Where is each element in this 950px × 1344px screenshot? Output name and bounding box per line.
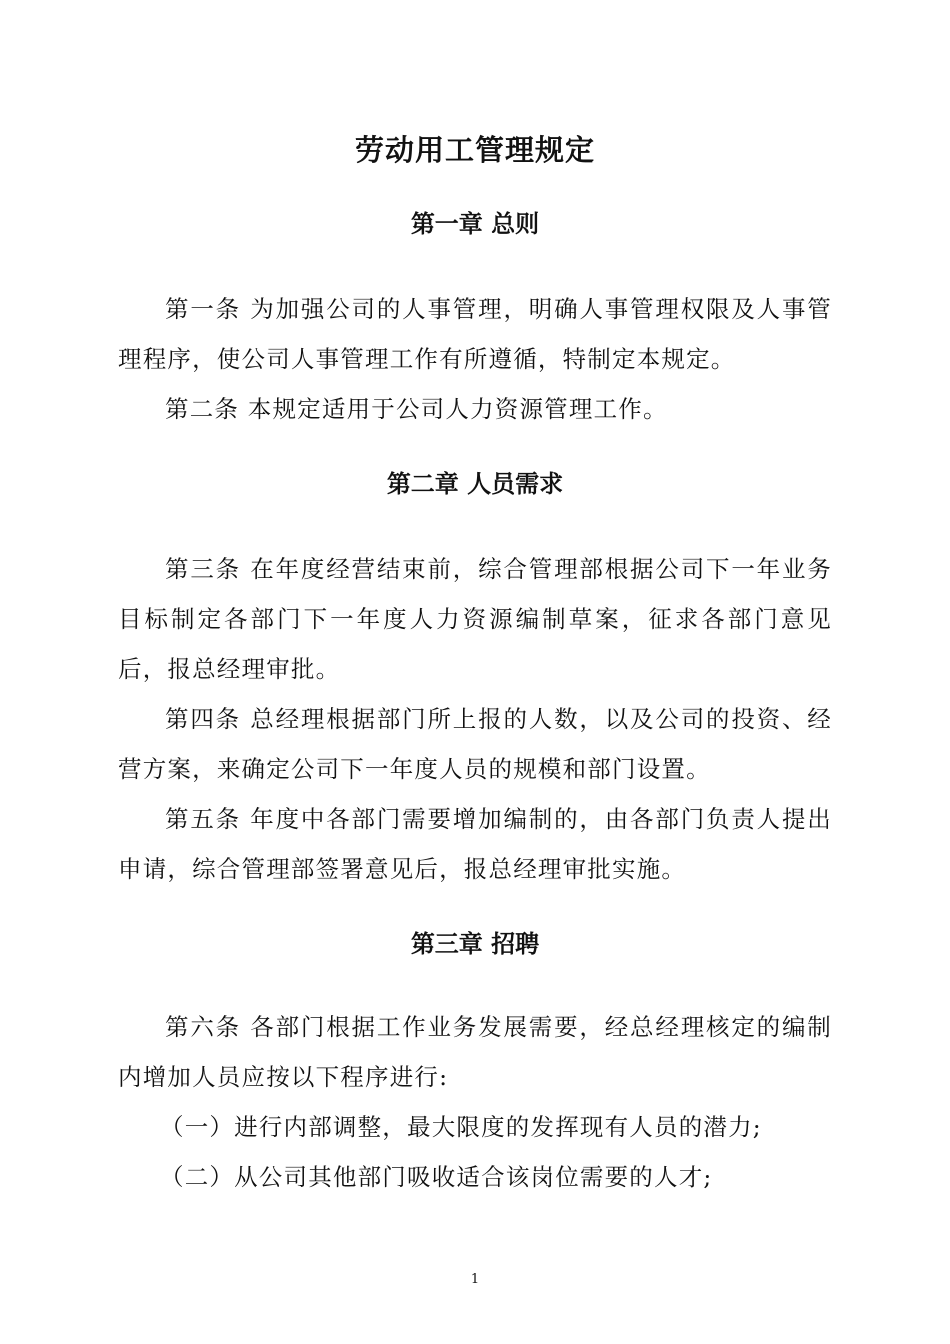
chapter-heading-3: 第三章 招聘	[410, 929, 540, 958]
chapter-heading-2: 第二章 人员需求	[386, 469, 564, 498]
article-2: 第二条 本规定适用于公司人力资源管理工作。	[165, 395, 668, 423]
article-6: 第六条 各部门根据工作业务发展需要，经总经理核定的编制内增加人员应按以下程序进行:	[118, 1013, 832, 1091]
document-title: 劳动用工管理规定	[354, 133, 595, 167]
list-item-2: （二）从公司其他部门吸收适合该岗位需要的人才;	[160, 1163, 713, 1191]
page-number: 1	[470, 1272, 480, 1287]
article-1: 第一条 为加强公司的人事管理，明确人事管理权限及人事管理程序，使公司人事管理工作有所遵循，特制定本规定。	[118, 295, 832, 373]
article-3: 第三条 在年度经营结束前，综合管理部根据公司下一年业务目标制定各部门下一年度人力资源编制草案，征求各部门意见后，报总经理审批。	[118, 555, 832, 683]
article-5: 第五条 年度中各部门需要增加编制的，由各部门负责人提出申请，综合管理部签署意见后，报总经理审批实施。	[118, 805, 832, 883]
list-item-1: （一）进行内部调整，最大限度的发挥现有人员的潜力;	[160, 1113, 762, 1141]
article-4: 第四条 总经理根据部门所上报的人数，以及公司的投资、经营方案，来确定公司下一年度人员的规模和部门设置。	[118, 705, 832, 783]
chapter-heading-1: 第一章 总则	[410, 209, 540, 238]
